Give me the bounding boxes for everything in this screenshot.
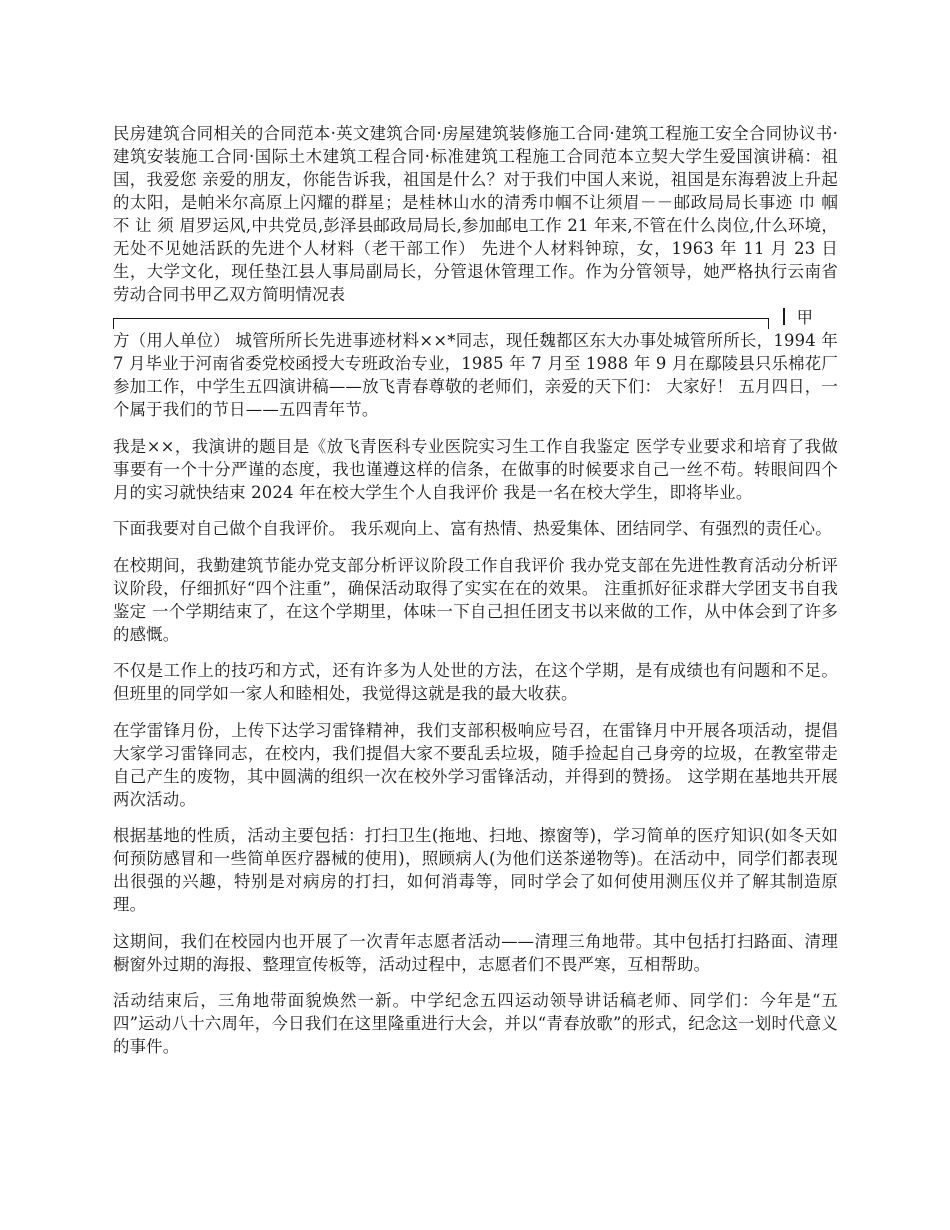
body-paragraph: 在校期间，我勤建筑节能办党支部分析评议阶段工作自我评价 我办党支部在先进性教育活动分析评议阶段，仔细抓好“四个注重”，确保活动取得了实实在在的效果。 注重抓好征求群大学团支书自我鉴定 一个学期结束了，在这个学期里，体味一下自己担任团支书以来做的工作，从中体会到了许多的感慨。 <box>113 555 838 644</box>
body-paragraph: 下面我要对自己做个自我评价。 我乐观向上、富有热情、热爱集体、团结同学、有强烈的责任心。 <box>113 519 832 538</box>
after-rule-paragraph: 方（用人单位） 城管所所长先进事迹材料××*同志，现任魏都区东大办事处城管所所长，1994 年 7 月毕业于河南省委党校函授大专班政治专业，1985 年 7 月至 1988 年 9 月在鄢陵县只乐棉花厂参加工作，中学生五四演讲稿——放飞青春尊敬的老师们，亲爱的天下们： 大家好！ 五月四日，一个属于我们的节日——五四青年节。 <box>113 331 838 419</box>
body-paragraph: 这期间，我们在校园内也开展了一次青年志愿者活动——清理三角地带。其中包括打扫路面、清理橱窗外过期的海报、整理宣传板等，活动过程中，志愿者们不畏严寒，互相帮助。 <box>113 931 838 974</box>
table-rule-tail-text: 甲 <box>796 308 813 327</box>
intro-paragraph: 民房建筑合同相关的合同范本·英文建筑合同·房屋建筑装修施工合同·建筑工程施工安全合同协议书·建筑安装施工合同·国际土木建筑工程合同·标准建筑工程施工合同范本立契大学生爱国演讲稿：祖国，我爱您 亲爱的朋友，你能告诉我，祖国是什么？对于我们中国人来说，祖国是东海碧波上升起的太阳，是帕米尔高原上闪耀的群星；是桂林山水的清秀巾帼不让须眉－－邮政局局长事迹 巾 帼 不 让 须 眉罗运风,中共党员,彭泽县邮政局局长,参加邮电工作 21 年来,不管在什么岗位,什么环境，无处不见她活跃的先进个人材料（老干部工作） 先进个人材料钟琼，女，1963 年 11 月 23 日生，大学文化，现任垫江县人事局副局长，分管退休管理工作。作为分管领导，她严格执行云南省劳动合同书甲乙双方简明情况表 <box>113 124 838 304</box>
table-border-rule <box>113 318 769 329</box>
body-paragraph: 我是××，我演讲的题目是《放飞青医科专业医院实习生工作自我鉴定 医学专业要求和培育了我做事要有一个十分严谨的态度，我也谨遵这样的信条，在做事的时候要求自己一丝不苟。转眼间四个月的实习就快结束 2024 年在校大学生个人自我评价 我是一名在校大学生，即将毕业。 <box>113 436 838 502</box>
table-rule-tail <box>783 306 813 329</box>
table-vertical-bar <box>783 308 785 325</box>
body-paragraph: 活动结束后，三角地带面貌焕然一新。中学纪念五四运动领导讲话稿老师、同学们：今年是“五四”运动八十六周年，今日我们在这里隆重进行大会，并以“青春放歌”的形式，纪念这一划时代意义的事件。 <box>113 991 838 1056</box>
body-paragraph: 根据基地的性质，活动主要包括：打扫卫生(拖地、扫地、擦窗等)，学习简单的医疗知识(如冬天如何预防感冒和一些简单医疗器械的使用)，照顾病人(为他们送茶递物等)。在活动中，同学们都表现出很强的兴趣，特别是对病房的打扫，如何消毒等，同时学会了如何使用测压仪并了解其制造原理。 <box>113 826 838 914</box>
body-paragraph: 在学雷锋月份，上传下达学习雷锋精神，我们支部积极响应号召，在雷锋月中开展各项活动，提倡大家学习雷锋同志，在校内，我们提倡大家不要乱丢垃圾，随手捡起自己身旁的垃圾，在教室带走自己产生的废物，其中圆满的组织一次在校外学习雷锋活动，并得到的赞扬。 这学期在基地共开展两次活动。 <box>113 720 838 809</box>
document-page <box>113 122 838 1072</box>
body-paragraph: 不仅是工作上的技巧和方式，还有许多为人处世的方法，在这个学期，是有成绩也有问题和不足。但班里的同学如一家人和睦相处，我觉得这就是我的最大收获。 <box>113 661 838 703</box>
table-rule-line <box>113 306 838 329</box>
